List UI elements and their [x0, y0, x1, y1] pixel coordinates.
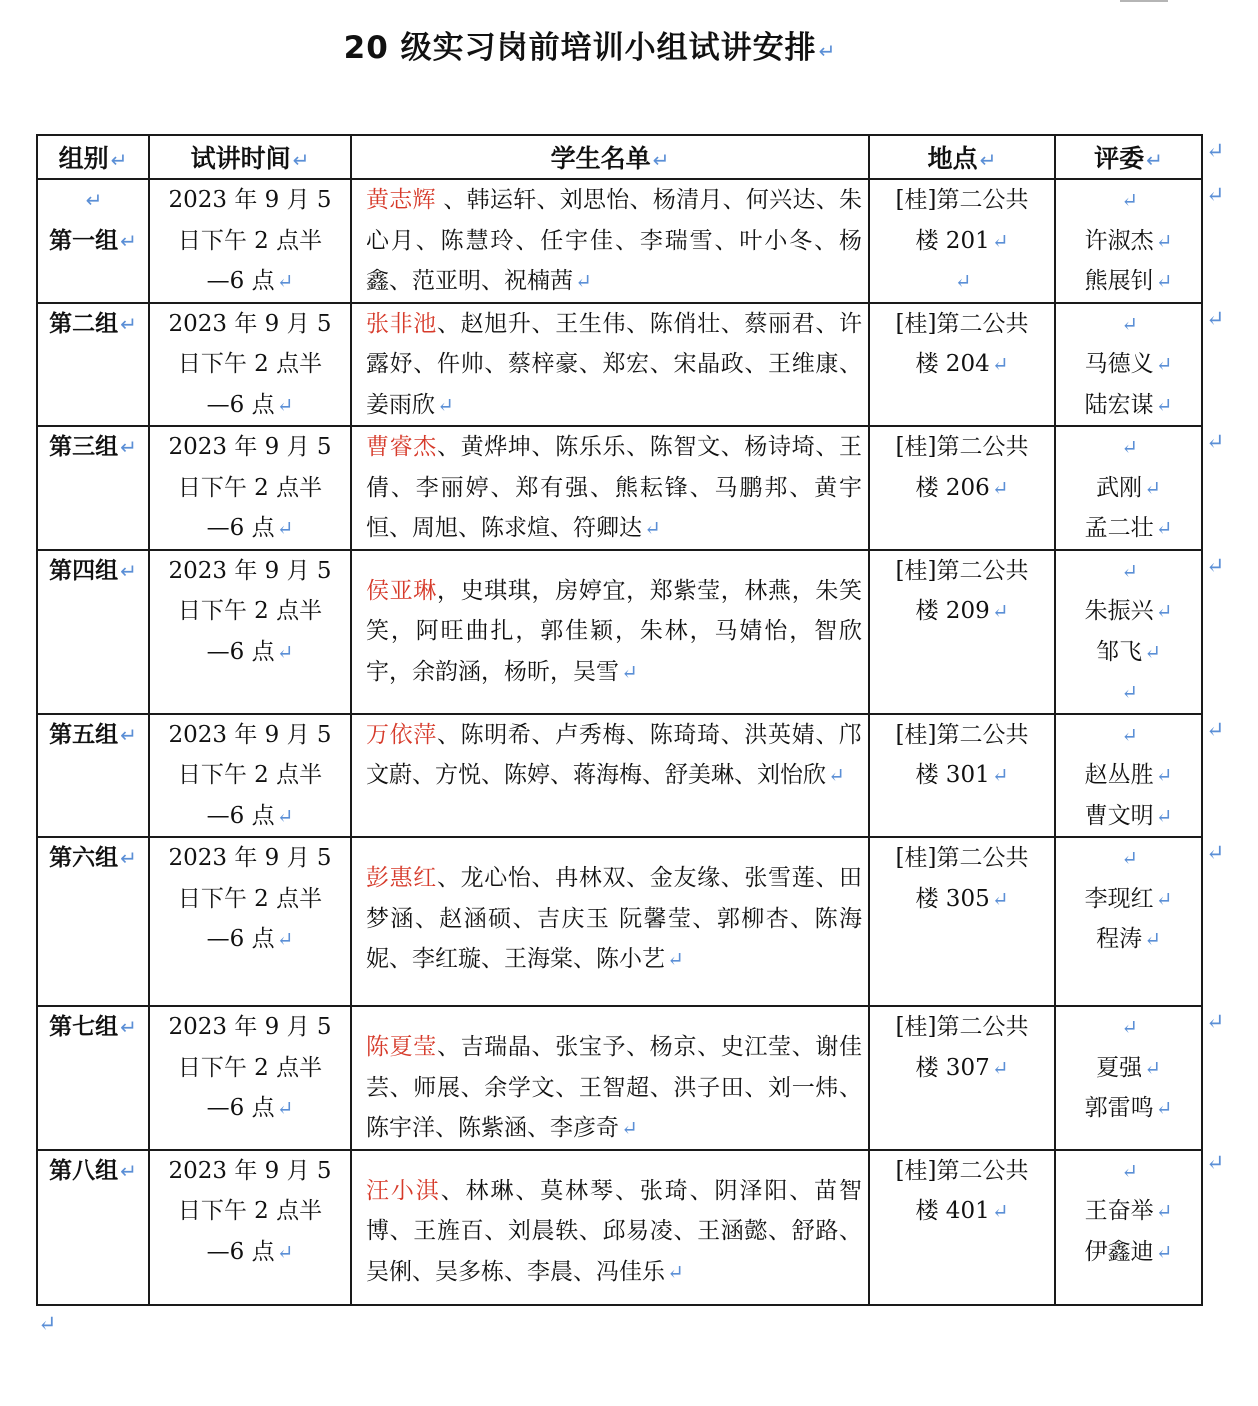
time-date: 2023 年 9 月 5	[168, 845, 332, 871]
time-date: 2023 年 9 月 5	[168, 1014, 332, 1040]
paragraph-mark-icon: ↵	[1121, 188, 1138, 212]
time-end-line	[150, 796, 350, 837]
judge-line	[1056, 796, 1201, 837]
location-spacer	[870, 261, 1054, 302]
time-end-line	[150, 261, 350, 302]
paragraph-mark-icon: ↵	[1206, 1151, 1225, 1176]
paragraph-mark-icon: ↵	[1121, 1015, 1138, 1039]
time-date: 2023 年 9 月 5	[168, 557, 332, 584]
group-members: 、韩运轩、刘思怡、杨清月、何兴达、朱心月、陈慧玲、任宇佳、李瑞雪、叶小冬、杨鑫、范亚明、祝楠茜	[366, 187, 862, 294]
location-room: 楼 206	[915, 474, 990, 501]
paragraph-mark-icon: ↵	[1206, 717, 1225, 743]
group-name-cell	[37, 837, 149, 1006]
judges-cell	[1055, 837, 1202, 1006]
students-cell	[351, 714, 869, 838]
group-name: 第四组	[49, 557, 119, 584]
group-leader: 曹睿杰	[366, 434, 437, 460]
location-building: [桂]第二公共	[895, 187, 1029, 213]
paragraph-mark-icon: ↵	[1121, 311, 1138, 336]
judges-cell	[1055, 179, 1202, 303]
paragraph-mark-icon: ↵	[1155, 392, 1173, 417]
judges-cell	[1055, 1006, 1202, 1150]
group-name: 第六组	[49, 845, 119, 871]
group-name-cell	[37, 179, 149, 303]
time-date: 2023 年 9 月 5	[168, 1157, 332, 1184]
location-building: [桂]第二公共	[895, 845, 1029, 871]
time-end-line	[150, 385, 350, 426]
time-cell	[149, 1150, 351, 1305]
location-room: 楼 307	[915, 1054, 990, 1081]
paragraph-mark-icon: ↵	[1206, 841, 1225, 866]
group-leader: 张非池	[366, 310, 437, 337]
judge-name: 伊鑫迪	[1084, 1238, 1154, 1265]
paragraph-mark-icon: ↵	[1121, 722, 1138, 747]
header-location: 地点 ↵	[869, 135, 1055, 179]
group-name: 第一组	[49, 227, 119, 254]
judge-line	[1056, 755, 1201, 796]
paragraph-mark-icon: ↵	[292, 148, 310, 172]
time-cell	[149, 550, 351, 714]
paragraph-mark-icon: ↵	[120, 1015, 137, 1039]
paragraph-mark-icon: ↵	[276, 1239, 294, 1264]
time-end-line	[150, 1232, 350, 1273]
judges-spacer	[1056, 427, 1201, 468]
judge-name: 许淑杰	[1084, 227, 1154, 254]
location-room: 楼 305	[915, 885, 990, 912]
paragraph-mark-icon: ↵	[1155, 1199, 1173, 1223]
page-title	[0, 22, 1180, 67]
location-cell	[869, 837, 1055, 1006]
paragraph-mark-icon: ↵	[1144, 639, 1161, 664]
paragraph-mark-icon: ↵	[120, 1158, 137, 1183]
table-row	[37, 1150, 1202, 1305]
paragraph-mark-icon: ↵	[120, 558, 137, 583]
paragraph-mark-icon: ↵	[621, 1116, 638, 1140]
time-date: 2023 年 9 月 5	[168, 434, 332, 460]
group-members: 、龙心怡、冉林双、金友缘、张雪莲、田梦涵、赵涵硕、吉庆玉 阮馨莹、郭柳杏、陈海妮、李红璇、王海棠、陈小艺	[366, 865, 863, 972]
location-cell	[869, 1150, 1055, 1305]
judge-name: 熊展钊	[1084, 268, 1154, 294]
location-room-line	[870, 879, 1054, 920]
paragraph-mark-icon: ↵	[828, 763, 845, 787]
table-header-row	[37, 135, 1202, 179]
time-start: 日下午 2 点半	[177, 598, 323, 624]
location-building: [桂]第二公共	[895, 721, 1029, 748]
title-text: 20 级实习岗前培训小组试讲安排	[343, 30, 817, 66]
paragraph-mark-icon: ↵	[1121, 1158, 1138, 1183]
paragraph-mark-icon: ↵	[276, 392, 294, 417]
judge-line	[1056, 879, 1201, 920]
paragraph-mark-icon: ↵	[1155, 803, 1173, 828]
group-spacer	[38, 180, 148, 221]
judge-name: 赵丛胜	[1084, 762, 1154, 788]
location-building: [桂]第二公共	[895, 1157, 1029, 1184]
group-leader: 万依萍	[366, 721, 437, 748]
time-cell	[149, 426, 351, 550]
group-name: 第八组	[49, 1157, 119, 1184]
paragraph-mark-icon: ↵	[276, 269, 294, 293]
paragraph-mark-icon: ↵	[1121, 680, 1138, 704]
time-end: —6 点	[206, 515, 275, 541]
paragraph-mark-icon: ↵	[818, 39, 837, 63]
paragraph-mark-icon: ↵	[120, 846, 137, 870]
group-name: 第二组	[49, 310, 119, 337]
table-row	[37, 179, 1202, 303]
group-name-cell	[37, 426, 149, 550]
students-cell	[351, 550, 869, 714]
judge-name: 武刚	[1096, 474, 1143, 501]
paragraph-mark-icon: ↵	[1155, 763, 1173, 787]
students-cell	[351, 179, 869, 303]
time-end-line	[150, 508, 350, 549]
paragraph-mark-icon: ↵	[276, 639, 294, 664]
time-date: 2023 年 9 月 5	[168, 310, 332, 337]
paragraph-mark-icon: ↵	[1144, 927, 1161, 951]
paragraph-mark-icon: ↵	[644, 516, 661, 540]
group-leader: 彭惠红	[366, 865, 437, 891]
time-date: 2023 年 9 月 5	[168, 187, 332, 213]
location-cell	[869, 303, 1055, 427]
location-room-line	[870, 468, 1054, 509]
judge-name: 夏强	[1096, 1054, 1143, 1081]
time-start: 日下午 2 点半	[177, 885, 323, 912]
judges-cell	[1055, 714, 1202, 838]
paragraph-mark-icon: ↵	[38, 1312, 57, 1337]
paragraph-mark-icon: ↵	[85, 188, 103, 212]
paragraph-mark-icon: ↵	[1206, 183, 1225, 208]
paragraph-mark-icon: ↵	[110, 148, 128, 172]
paragraph-mark-icon: ↵	[276, 927, 294, 951]
time-start: 日下午 2 点半	[177, 227, 323, 254]
location-room: 楼 301	[915, 762, 990, 788]
paragraph-mark-icon: ↵	[1155, 1096, 1173, 1120]
header-group: 组别 ↵	[37, 135, 149, 179]
location-room-line	[870, 221, 1054, 262]
location-cell	[869, 179, 1055, 303]
time-start: 日下午 2 点半	[177, 762, 323, 788]
paragraph-mark-icon: ↵	[120, 722, 137, 747]
table-row	[37, 550, 1202, 714]
time-start: 日下午 2 点半	[177, 1198, 323, 1224]
location-cell	[869, 426, 1055, 550]
judges-cell	[1055, 303, 1202, 427]
location-room-line	[870, 1048, 1054, 1089]
location-cell	[869, 714, 1055, 838]
judge-name: 程涛	[1096, 926, 1143, 952]
students-cell	[351, 426, 869, 550]
students-cell	[351, 303, 869, 427]
paragraph-mark-icon: ↵	[667, 1259, 684, 1284]
judge-name: 孟二壮	[1084, 515, 1154, 541]
time-end-line	[150, 1088, 350, 1129]
judges-spacer	[1056, 180, 1201, 221]
group-members: 、黄烨坤、陈乐乐、陈智文、杨诗埼、王倩、李丽婷、郑有强、熊耘锋、马鹏邦、黄宇恒、周旭、陈求煊、符卿达	[366, 434, 863, 541]
judge-name: 朱振兴	[1084, 598, 1154, 624]
time-start: 日下午 2 点半	[177, 351, 323, 377]
group-leader: 陈夏莹	[366, 1034, 437, 1060]
paragraph-mark-icon: ↵	[991, 352, 1009, 376]
time-end: —6 点	[206, 1238, 275, 1265]
judge-line	[1056, 1191, 1201, 1232]
paragraph-mark-icon: ↵	[1206, 139, 1225, 164]
paragraph-mark-icon: ↵	[1155, 228, 1173, 253]
time-start: 日下午 2 点半	[177, 1054, 323, 1081]
location-building: [桂]第二公共	[895, 310, 1029, 337]
time-end: —6 点	[206, 1095, 275, 1121]
group-name: 第五组	[49, 721, 119, 748]
paragraph-mark-icon: ↵	[1206, 553, 1225, 579]
header-time: 试讲时间 ↵	[149, 135, 351, 179]
paragraph-mark-icon: ↵	[437, 392, 454, 417]
location-cell	[869, 550, 1055, 714]
time-cell	[149, 837, 351, 1006]
judge-line	[1056, 1232, 1201, 1273]
judge-line	[1056, 261, 1201, 302]
paragraph-mark-icon: ↵	[120, 435, 137, 459]
judge-line	[1056, 385, 1201, 426]
time-cell	[149, 714, 351, 838]
header-judges: 评委 ↵	[1055, 135, 1202, 179]
judge-line	[1056, 1088, 1201, 1129]
time-end: —6 点	[206, 926, 275, 952]
location-room: 楼 209	[915, 598, 990, 624]
paragraph-mark-icon: ↵	[1146, 148, 1163, 172]
group-name: 第三组	[49, 434, 119, 460]
time-cell	[149, 1006, 351, 1150]
group-leader: 汪小淇	[366, 1177, 441, 1204]
time-end: —6 点	[206, 802, 275, 829]
paragraph-mark-icon: ↵	[1155, 1239, 1173, 1264]
paragraph-mark-icon: ↵	[1121, 435, 1138, 459]
location-room-line	[870, 344, 1054, 385]
judges-cell	[1055, 1150, 1202, 1305]
location-room: 楼 201	[915, 227, 990, 254]
judge-name: 曹文明	[1084, 802, 1154, 829]
paragraph-mark-icon: ↵	[276, 1096, 294, 1120]
paragraph-mark-icon: ↵	[276, 803, 294, 828]
judge-name: 陆宏谋	[1084, 391, 1154, 418]
students-cell	[351, 837, 869, 1006]
location-building: [桂]第二公共	[895, 1014, 1029, 1040]
paragraph-mark-icon: ↵	[954, 269, 972, 293]
paragraph-mark-icon: ↵	[621, 659, 638, 684]
paragraph-mark-icon: ↵	[1144, 1055, 1161, 1080]
location-room: 楼 204	[915, 351, 990, 377]
judge-line	[1056, 344, 1201, 385]
table-row	[37, 426, 1202, 550]
paragraph-mark-icon: ↵	[120, 228, 137, 253]
location-room-line	[870, 755, 1054, 796]
judges-spacer	[1056, 1151, 1201, 1192]
time-end: —6 点	[206, 268, 275, 294]
judge-name: 郭雷鸣	[1084, 1095, 1154, 1121]
table-row	[37, 303, 1202, 427]
paragraph-mark-icon: ↵	[991, 1199, 1009, 1223]
top-edge-line	[1120, 0, 1168, 2]
paragraph-mark-icon: ↵	[991, 1055, 1009, 1080]
paragraph-mark-icon: ↵	[1155, 886, 1173, 911]
location-cell	[869, 1006, 1055, 1150]
judge-name: 李现红	[1084, 885, 1154, 912]
paragraph-mark-icon: ↵	[575, 269, 592, 293]
location-room-line	[870, 1191, 1054, 1232]
group-leader: 侯亚琳	[366, 577, 437, 604]
paragraph-mark-icon: ↵	[667, 947, 684, 971]
table-row	[37, 1006, 1202, 1150]
location-room-line	[870, 591, 1054, 632]
paragraph-mark-icon: ↵	[1155, 352, 1173, 376]
schedule-table	[36, 134, 1203, 1306]
time-end: —6 点	[206, 638, 275, 665]
judge-line	[1056, 591, 1201, 632]
paragraph-mark-icon: ↵	[1121, 846, 1138, 870]
judges-spacer	[1056, 551, 1201, 592]
paragraph-mark-icon: ↵	[991, 599, 1009, 623]
judge-line	[1056, 508, 1201, 549]
group-members: ，史琪琪，房婷宜，郑紫莹，林燕，朱笑笑，阿旺曲扎，郭佳颖，朱林，马婧怡，智欣宇，余韵涵，杨昕，吴雪	[366, 577, 863, 685]
judge-line	[1056, 632, 1201, 673]
paragraph-mark-icon: ↵	[652, 148, 670, 172]
group-leader: 黄志辉	[366, 187, 436, 213]
paragraph-mark-icon: ↵	[1206, 306, 1225, 332]
group-name-cell	[37, 1150, 149, 1305]
time-cell	[149, 303, 351, 427]
paragraph-mark-icon: ↵	[1155, 516, 1173, 540]
judges-spacer	[1056, 838, 1201, 879]
judge-name: 王奋举	[1084, 1198, 1154, 1224]
group-name-cell	[37, 303, 149, 427]
group-name-cell	[37, 550, 149, 714]
judges-spacer	[1056, 672, 1201, 713]
header-students: 学生名单 ↵	[351, 135, 869, 179]
paragraph-mark-icon: ↵	[276, 516, 294, 540]
time-start: 日下午 2 点半	[177, 474, 323, 501]
judge-line	[1056, 221, 1201, 262]
judge-line	[1056, 1048, 1201, 1089]
students-cell	[351, 1150, 869, 1305]
paragraph-mark-icon: ↵	[991, 886, 1009, 911]
location-building: [桂]第二公共	[895, 557, 1029, 584]
judges-spacer	[1056, 715, 1201, 756]
group-name-cell	[37, 1006, 149, 1150]
judge-name: 邹飞	[1096, 638, 1143, 665]
judges-cell	[1055, 550, 1202, 714]
paragraph-mark-icon: ↵	[1206, 1010, 1225, 1035]
table-row	[37, 714, 1202, 838]
group-name-cell	[37, 714, 149, 838]
group-members: 、吉瑞晶、张宝予、杨京、史江莹、谢佳芸、师展、余学文、王智超、洪子田、刘一炜、陈宇洋、陈紫涵、李彦奇	[366, 1034, 863, 1141]
location-room: 楼 401	[915, 1198, 990, 1224]
time-end-line	[150, 919, 350, 960]
paragraph-mark-icon: ↵	[979, 148, 997, 172]
group-name: 第七组	[49, 1014, 119, 1040]
paragraph-mark-icon: ↵	[1155, 599, 1173, 623]
judges-spacer	[1056, 304, 1201, 345]
table-row	[37, 837, 1202, 1006]
location-building: [桂]第二公共	[895, 434, 1029, 460]
paragraph-mark-icon: ↵	[1121, 558, 1138, 583]
paragraph-mark-icon: ↵	[1206, 430, 1225, 455]
paragraph-mark-icon: ↵	[1144, 475, 1161, 500]
paragraph-mark-icon: ↵	[1155, 269, 1173, 293]
judge-name: 马德义	[1084, 351, 1154, 377]
group-members: 、陈明希、卢秀梅、陈琦琦、洪英婧、邝文蔚、方悦、陈婷、蒋海梅、舒美琳、刘怡欣	[366, 721, 863, 788]
judges-spacer	[1056, 1007, 1201, 1048]
time-cell	[149, 179, 351, 303]
paragraph-mark-icon: ↵	[120, 311, 137, 336]
time-end-line	[150, 632, 350, 673]
time-end: —6 点	[206, 391, 275, 418]
judges-cell	[1055, 426, 1202, 550]
students-cell	[351, 1006, 869, 1150]
paragraph-mark-icon: ↵	[991, 228, 1009, 253]
time-date: 2023 年 9 月 5	[168, 721, 332, 748]
group-members: 、赵旭升、王生伟、陈俏壮、蔡丽君、许露妤、仵帅、蔡梓豪、郑宏、宋晶政、王维康、姜雨欣	[366, 310, 863, 418]
group-members: 、林琳、莫林琴、张琦、阴泽阳、苗智博、王旌百、刘晨轶、邱易凌、王涵懿、舒路、吴俐、吴多栋、李晨、冯佳乐	[366, 1177, 863, 1285]
paragraph-mark-icon: ↵	[991, 475, 1009, 500]
paragraph-mark-icon: ↵	[991, 763, 1009, 787]
judge-line	[1056, 468, 1201, 509]
judge-line	[1056, 919, 1201, 960]
